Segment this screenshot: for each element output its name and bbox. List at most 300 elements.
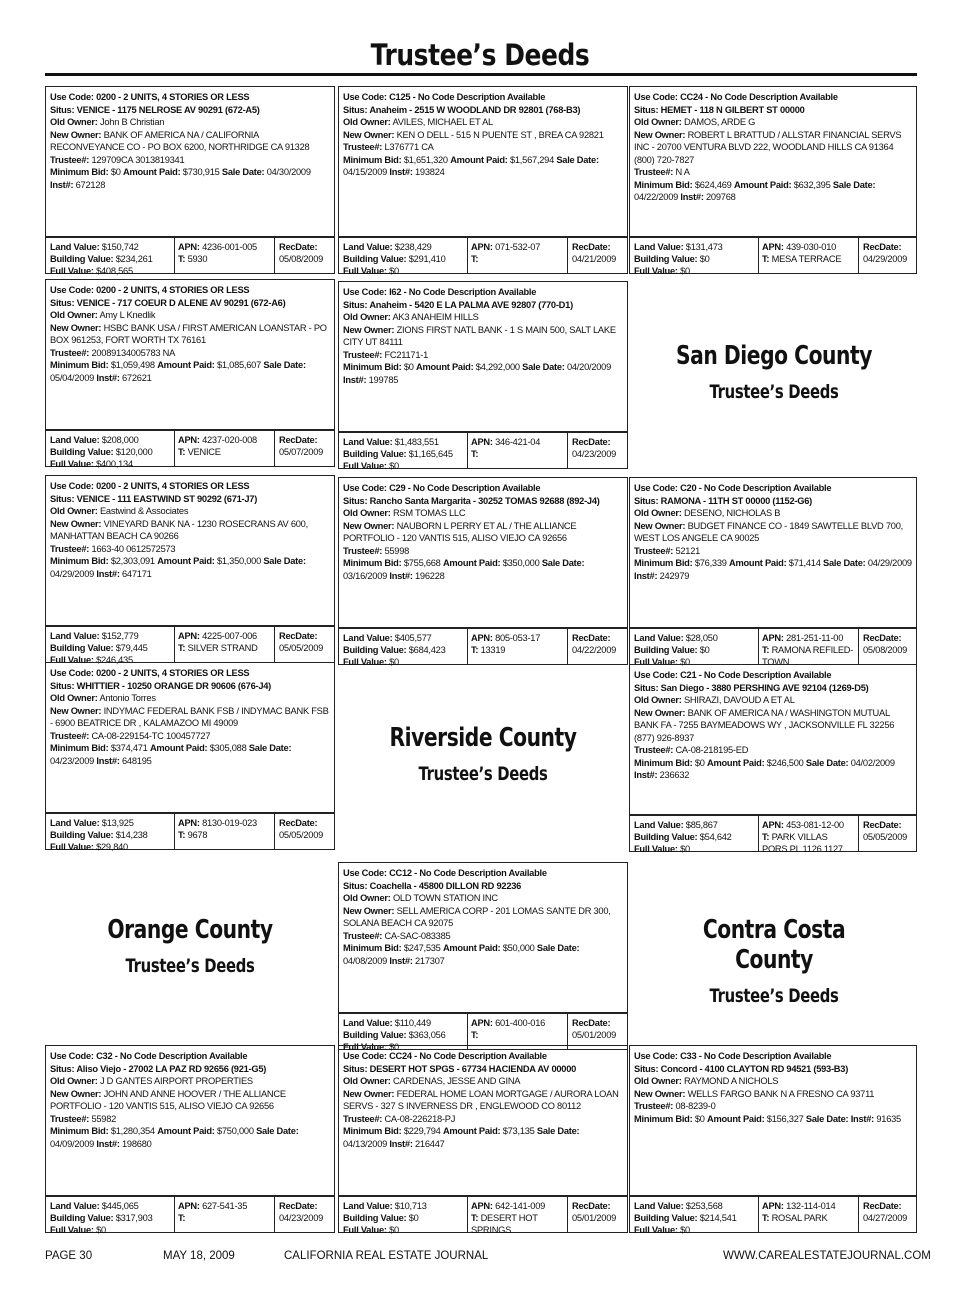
land-value bbox=[343, 241, 464, 253]
field-value: $10,713 bbox=[394, 1201, 427, 1211]
apn-cell bbox=[175, 431, 275, 466]
footer-date: MAY 18, 2009 bbox=[163, 1250, 235, 1262]
rec-date-cell bbox=[568, 1197, 627, 1232]
field-label: New Owner: bbox=[50, 322, 102, 333]
building-value bbox=[343, 1212, 464, 1224]
rec-date: 05/05/2009 bbox=[279, 830, 324, 840]
field-value: $750,000 bbox=[216, 1126, 254, 1136]
use-code bbox=[343, 1051, 547, 1061]
deed-record bbox=[338, 477, 628, 628]
field-label: Sale Date: bbox=[536, 1126, 580, 1136]
field-value: 0200 - 2 UNITS, 4 STORIES OR LESS bbox=[96, 481, 250, 491]
situs bbox=[343, 496, 600, 506]
field-value: $2,303,091 bbox=[110, 556, 155, 566]
field-label: APN: bbox=[471, 633, 493, 643]
deed-record bbox=[338, 1045, 628, 1196]
field-label: Land Value: bbox=[343, 437, 393, 447]
rec-date: 05/07/2009 bbox=[279, 447, 324, 457]
field-value: WHITTIER - 10250 ORANGE DR 90606 (676-J4) bbox=[76, 680, 272, 691]
field-value: ROBERT L BRATTUD / ALLSTAR FINANCIAL SERVS INC - 20700 VENTURA BLVD 222, WOODLAND HILLS CA 91364 (800) 720-7827 bbox=[634, 129, 902, 165]
apn-cell bbox=[759, 238, 859, 273]
apn bbox=[471, 632, 564, 644]
rec-date-label: RecDate: bbox=[572, 633, 611, 643]
field-value: 4237-020-008 bbox=[202, 435, 257, 445]
field-value: $229,794 bbox=[403, 1126, 441, 1136]
field-label: Building Value: bbox=[343, 449, 407, 459]
field-value: BANK OF AMERICA NA / CALIFORNIA RECONVEYANCE CO - PO BOX 6200, NORTHRIDGE CA 91328 bbox=[50, 129, 310, 152]
field-label: Building Value: bbox=[634, 832, 698, 842]
situs bbox=[634, 496, 812, 506]
field-label: Use Code: bbox=[50, 285, 94, 295]
field-label: APN: bbox=[471, 1018, 493, 1028]
field-label: APN: bbox=[762, 633, 784, 643]
situs bbox=[50, 681, 271, 691]
rec-date: 04/27/2009 bbox=[863, 1213, 908, 1223]
values-cell bbox=[339, 238, 468, 276]
field-value: $73,135 bbox=[502, 1126, 535, 1136]
field-label: Situs: bbox=[634, 1063, 659, 1074]
field-value: 04/02/2009 bbox=[850, 757, 895, 768]
field-value: $0 bbox=[408, 1213, 419, 1223]
old-owner-line bbox=[343, 892, 624, 905]
values-box bbox=[338, 1196, 628, 1233]
field-label: Minimum Bid: bbox=[343, 362, 402, 372]
field-value: C29 - No Code Description Available bbox=[389, 483, 541, 493]
field-value: $247,535 bbox=[403, 943, 441, 953]
field-value: 5930 bbox=[187, 254, 208, 264]
field-value: INDYMAC FEDERAL BANK FSB / INDYMAC BANK FSB - 6900 BEATRICE DR , KALAMAZOO MI 49009 bbox=[50, 705, 329, 728]
field-label: Minimum Bid: bbox=[343, 1126, 402, 1136]
use-code-line bbox=[50, 667, 331, 680]
situs-line bbox=[343, 299, 624, 312]
field-value: C21 - No Code Description Available bbox=[680, 670, 832, 680]
new-owner-line bbox=[634, 707, 913, 745]
field-label: Amount Paid: bbox=[450, 154, 508, 165]
rec-date-label: RecDate: bbox=[863, 633, 902, 643]
field-label: T: bbox=[178, 643, 186, 653]
field-value: CA-08-226218-PJ bbox=[384, 1113, 456, 1124]
field-value: $0 bbox=[389, 461, 399, 471]
field-value: $54,642 bbox=[699, 832, 732, 842]
field-value: 55982 bbox=[91, 1113, 117, 1124]
rec-date: 04/23/2009 bbox=[279, 1213, 324, 1223]
field-value: DAMOS, ARDE G bbox=[683, 117, 756, 127]
full-value bbox=[343, 460, 464, 472]
field-value: 13319 bbox=[480, 645, 506, 655]
rec-date: 05/05/2009 bbox=[279, 643, 324, 653]
field-value: $253,568 bbox=[685, 1201, 723, 1211]
use-code-line bbox=[634, 1050, 913, 1063]
field-value: $1,059,498 bbox=[110, 360, 155, 370]
field-label: Sale Date: bbox=[805, 757, 849, 768]
field-label: APN: bbox=[471, 242, 493, 252]
old-owner-line bbox=[634, 694, 913, 707]
values-box bbox=[629, 815, 917, 852]
field-value: $363,056 bbox=[408, 1030, 446, 1040]
field-value: 0200 - 2 UNITS, 4 STORIES OR LESS bbox=[96, 668, 250, 678]
county-name: Contra Costa County bbox=[702, 914, 846, 975]
field-label: Full Value: bbox=[343, 266, 387, 276]
field-label: Full Value: bbox=[50, 842, 94, 852]
field-value: $1,280,354 bbox=[110, 1126, 155, 1136]
field-value: $0 bbox=[680, 844, 690, 854]
situs-line bbox=[50, 493, 331, 506]
field-label: Minimum Bid: bbox=[634, 179, 693, 190]
new-owner-line bbox=[50, 322, 331, 347]
situs bbox=[50, 1064, 266, 1074]
apn bbox=[471, 241, 564, 253]
field-value: John B Christian bbox=[99, 117, 165, 127]
field-value: $317,903 bbox=[115, 1213, 153, 1223]
field-value: Anaheim - 5420 E LA PALMA AVE 92807 (770-D1) bbox=[369, 299, 573, 310]
old-owner-line bbox=[343, 311, 624, 324]
field-label: Situs: bbox=[343, 1063, 368, 1074]
field-label: T: bbox=[471, 1213, 479, 1223]
full-value bbox=[343, 656, 464, 668]
bid-line bbox=[50, 555, 331, 580]
field-value: Rancho Santa Margarita - 30252 TOMAS 92688 (892-J4) bbox=[369, 495, 600, 506]
situs-line bbox=[343, 880, 624, 893]
situs bbox=[634, 1064, 848, 1074]
field-value: $85,867 bbox=[685, 820, 718, 830]
field-value: DESERT HOT SPRINGS bbox=[471, 1213, 538, 1235]
county-subtitle: Trustee’s Deeds bbox=[418, 763, 548, 785]
field-value: $1,165,645 bbox=[408, 449, 453, 459]
field-label: Amount Paid: bbox=[442, 558, 501, 568]
field-label: Trustee#: bbox=[343, 545, 383, 556]
field-label: Use Code: bbox=[343, 92, 387, 102]
field-label: T: bbox=[471, 254, 479, 264]
field-value: OLD TOWN STATION INC bbox=[392, 893, 498, 903]
field-label: Sale Date: bbox=[823, 558, 866, 568]
use-code bbox=[343, 868, 547, 878]
field-label: Inst#: bbox=[389, 1138, 413, 1149]
field-value: 627-541-35 bbox=[202, 1201, 248, 1211]
use-code bbox=[50, 1051, 247, 1061]
field-label: Minimum Bid: bbox=[343, 558, 402, 568]
apn bbox=[178, 817, 271, 829]
values-box bbox=[338, 628, 628, 665]
rec-date-label: RecDate: bbox=[279, 242, 318, 252]
bid-line bbox=[343, 1125, 624, 1150]
deed-record bbox=[338, 862, 628, 1013]
field-value: 04/09/2009 bbox=[50, 1138, 95, 1149]
apn-cell bbox=[468, 1197, 568, 1235]
values-box bbox=[629, 1196, 917, 1233]
use-code bbox=[343, 92, 545, 102]
field-value: CA-08-218195-ED bbox=[675, 745, 749, 755]
field-label: Situs: bbox=[343, 495, 368, 506]
field-label: Situs: bbox=[50, 104, 75, 115]
rec-date-label: RecDate: bbox=[863, 820, 902, 830]
field-value: $156,327 bbox=[766, 1113, 804, 1124]
field-label: Land Value: bbox=[50, 631, 100, 641]
footer-url: WWW.CAREALESTATEJOURNAL.COM bbox=[723, 1250, 931, 1262]
apn bbox=[178, 1200, 271, 1212]
field-value: $246,435 bbox=[96, 655, 133, 665]
field-label: Inst#: bbox=[634, 770, 658, 780]
field-label: Trustee#: bbox=[634, 745, 674, 755]
trustee-line bbox=[634, 545, 913, 558]
field-value: 196228 bbox=[415, 570, 445, 581]
trustee-line bbox=[343, 930, 624, 943]
apn bbox=[471, 1200, 564, 1212]
field-label: Use Code: bbox=[50, 481, 94, 491]
field-label: Building Value: bbox=[634, 1213, 698, 1223]
field-value: 91635 bbox=[876, 1113, 901, 1124]
field-value: $632,395 bbox=[793, 179, 831, 190]
field-label: Building Value: bbox=[343, 1030, 407, 1040]
use-code-line bbox=[50, 1050, 331, 1063]
values-box bbox=[45, 430, 335, 467]
rec-date: 05/08/2009 bbox=[279, 254, 324, 264]
use-code-line bbox=[343, 867, 624, 880]
title-rule bbox=[45, 73, 917, 76]
field-label: Situs: bbox=[343, 104, 368, 115]
field-value: $1,085,607 bbox=[216, 360, 261, 370]
field-value: $0 bbox=[680, 657, 690, 667]
field-label: Land Value: bbox=[634, 820, 684, 830]
land-value bbox=[343, 632, 464, 644]
situs-line bbox=[634, 1063, 913, 1076]
apn bbox=[471, 436, 564, 448]
field-value: 0200 - 2 UNITS, 4 STORIES OR LESS bbox=[96, 285, 250, 295]
building-value bbox=[343, 644, 464, 656]
field-value: $0 bbox=[389, 657, 399, 667]
field-value: $0 bbox=[389, 1042, 399, 1052]
use-code-line bbox=[50, 480, 331, 493]
use-code bbox=[634, 92, 838, 102]
deed-record bbox=[45, 1045, 335, 1196]
values-box bbox=[45, 237, 335, 274]
field-label: Inst#: bbox=[389, 570, 413, 581]
field-value: 129709CA 3013819341 bbox=[91, 154, 185, 165]
field-label: Old Owner: bbox=[343, 117, 391, 127]
field-value: SHIRAZI, DAVOUD A ET AL bbox=[683, 695, 795, 705]
old-owner-line bbox=[634, 1075, 913, 1088]
field-value: 439-030-010 bbox=[786, 242, 837, 252]
full-value bbox=[634, 843, 755, 855]
situs-line bbox=[343, 1063, 624, 1076]
field-label: Minimum Bid: bbox=[50, 556, 109, 566]
values-cell bbox=[339, 1197, 468, 1235]
field-label: New Owner: bbox=[634, 1088, 686, 1099]
field-value: $14,238 bbox=[115, 830, 148, 840]
use-code-line bbox=[343, 91, 624, 104]
field-label: T: bbox=[178, 1213, 186, 1223]
values-cell bbox=[630, 238, 759, 276]
values-box bbox=[629, 237, 917, 274]
full-value bbox=[50, 458, 171, 470]
field-label: T: bbox=[762, 1213, 770, 1223]
building-value bbox=[50, 446, 171, 458]
trustee-line bbox=[50, 730, 331, 743]
field-label: New Owner: bbox=[634, 129, 686, 140]
field-label: Situs: bbox=[50, 493, 75, 504]
values-cell bbox=[46, 431, 175, 469]
field-value: C20 - No Code Description Available bbox=[680, 483, 832, 493]
land-value bbox=[343, 1017, 464, 1029]
old-owner-line bbox=[50, 309, 331, 322]
field-label: Full Value: bbox=[50, 1225, 94, 1235]
field-label: Sale Date: bbox=[556, 154, 599, 165]
rec-date: 04/21/2009 bbox=[572, 254, 617, 264]
field-label: Old Owner: bbox=[50, 310, 98, 320]
rec-date-label: RecDate: bbox=[572, 1018, 611, 1028]
field-label: Inst#: bbox=[850, 1113, 875, 1124]
county-name: San Diego County bbox=[676, 340, 872, 371]
rec-date-cell bbox=[568, 238, 627, 273]
new-owner-line bbox=[343, 520, 624, 545]
field-label: Trustee#: bbox=[50, 543, 90, 554]
field-value: $0 bbox=[699, 645, 710, 655]
use-code bbox=[634, 1051, 831, 1061]
trustee-line bbox=[50, 543, 331, 556]
field-label: Inst#: bbox=[343, 374, 367, 385]
rec-date-cell bbox=[275, 238, 334, 273]
field-value: $0 bbox=[389, 266, 399, 276]
deed-record bbox=[629, 86, 917, 237]
field-value: $0 bbox=[110, 167, 121, 177]
field-label: Old Owner: bbox=[343, 312, 391, 322]
field-label: Amount Paid: bbox=[729, 558, 787, 568]
field-label: Situs: bbox=[50, 1063, 75, 1074]
field-label: APN: bbox=[178, 631, 200, 641]
field-label: T: bbox=[762, 645, 770, 655]
field-value: Amy L Knedlik bbox=[99, 310, 156, 320]
field-label: Land Value: bbox=[634, 633, 684, 643]
bid-line bbox=[50, 359, 331, 384]
field-label: Minimum Bid: bbox=[50, 360, 109, 370]
field-label: Amount Paid: bbox=[149, 743, 208, 753]
field-label: Sale Date: bbox=[221, 167, 265, 177]
field-value: FEDERAL HOME LOAN MORTGAGE / AURORA LOAN SERVS - 327 S INVERNESS DR , ENGLEWOOD CO 80112 bbox=[343, 1088, 619, 1111]
county-heading bbox=[629, 915, 919, 1007]
tract bbox=[178, 1212, 271, 1224]
apn bbox=[178, 241, 271, 253]
rec-date-cell bbox=[568, 1014, 627, 1049]
field-label: Use Code: bbox=[634, 92, 678, 102]
field-label: Situs: bbox=[634, 682, 659, 693]
field-value: 03/16/2009 bbox=[343, 570, 388, 581]
land-value bbox=[343, 436, 464, 448]
field-label: Trustee#: bbox=[343, 1113, 383, 1124]
field-value: 648195 bbox=[122, 755, 152, 766]
building-value bbox=[343, 448, 464, 460]
field-label: Amount Paid: bbox=[157, 360, 215, 370]
field-label: Land Value: bbox=[343, 1018, 393, 1028]
field-value: AK3 ANAHEIM HILLS bbox=[392, 312, 479, 322]
county-heading bbox=[629, 341, 919, 403]
tract bbox=[762, 253, 855, 265]
old-owner-line bbox=[343, 1075, 624, 1088]
old-owner-line bbox=[343, 507, 624, 520]
land-value bbox=[634, 819, 755, 831]
field-value: $246,500 bbox=[766, 757, 804, 768]
field-value: 236632 bbox=[659, 770, 690, 780]
field-value: C125 - No Code Description Available bbox=[389, 92, 546, 102]
field-value: 242979 bbox=[659, 570, 690, 581]
field-value: $445,065 bbox=[101, 1201, 139, 1211]
field-value: DESERT HOT SPGS - 67734 HACIENDA AV 00000 bbox=[369, 1063, 577, 1074]
situs bbox=[634, 683, 869, 693]
field-label: Full Value: bbox=[343, 461, 387, 471]
field-value: $374,471 bbox=[110, 743, 148, 753]
field-label: Old Owner: bbox=[634, 1076, 682, 1086]
land-value bbox=[50, 817, 171, 829]
county-name: Orange County bbox=[107, 914, 273, 945]
field-value: Antonio Torres bbox=[99, 693, 156, 703]
field-value: $408,565 bbox=[96, 266, 133, 276]
field-label: Inst#: bbox=[96, 568, 120, 579]
field-label: Use Code: bbox=[343, 483, 387, 493]
field-label: APN: bbox=[178, 818, 200, 828]
field-value: RAYMOND A NICHOLS bbox=[683, 1076, 779, 1086]
field-label: Trustee#: bbox=[343, 349, 383, 360]
field-label: Sale Date: bbox=[248, 743, 292, 753]
field-value: L376771 CA bbox=[384, 142, 434, 152]
rec-date-label: RecDate: bbox=[279, 435, 318, 445]
field-value: 1663-40 0612572573 bbox=[91, 543, 176, 554]
use-code-line bbox=[343, 482, 624, 495]
field-label: Amount Paid: bbox=[733, 179, 792, 190]
field-value: $50,000 bbox=[502, 943, 535, 953]
field-label: Trustee#: bbox=[50, 347, 90, 358]
field-value: $79,445 bbox=[115, 643, 148, 653]
field-label: Situs: bbox=[343, 880, 368, 891]
page-title: Trustee’s Deeds bbox=[370, 38, 590, 72]
field-value: 672128 bbox=[75, 179, 106, 190]
rec-date-label: RecDate: bbox=[279, 631, 318, 641]
field-label: Amount Paid: bbox=[157, 556, 215, 566]
field-value: 453-081-12-00 bbox=[786, 820, 844, 830]
field-value: $0 bbox=[694, 757, 705, 768]
field-label: Land Value: bbox=[50, 818, 100, 828]
deed-record bbox=[45, 662, 335, 813]
rec-date-label: RecDate: bbox=[572, 1201, 611, 1211]
field-value: RAMONA REFILED-TOWN bbox=[762, 645, 854, 667]
bid-line bbox=[634, 1113, 913, 1126]
field-label: Building Value: bbox=[343, 254, 407, 264]
field-label: Sale Date: bbox=[263, 556, 306, 566]
field-label: Full Value: bbox=[634, 844, 678, 854]
field-label: Trustee#: bbox=[343, 142, 383, 152]
field-value: $405,577 bbox=[394, 633, 432, 643]
field-label: Minimum Bid: bbox=[634, 757, 693, 768]
values-box bbox=[338, 432, 628, 469]
rec-date-label: RecDate: bbox=[572, 437, 611, 447]
new-owner-line bbox=[343, 1088, 624, 1113]
building-value bbox=[634, 1212, 755, 1224]
situs bbox=[343, 881, 521, 891]
county-subtitle: Trustee’s Deeds bbox=[709, 984, 839, 1007]
field-value: VINEYARD BANK NA - 1230 ROSECRANS AV 600, MANHATTAN BEACH CA 90266 bbox=[50, 518, 308, 541]
field-value: N A bbox=[675, 167, 690, 177]
trustee-line bbox=[50, 1113, 331, 1126]
field-label: Situs: bbox=[634, 104, 659, 115]
field-value: $684,423 bbox=[408, 645, 446, 655]
new-owner-line bbox=[634, 129, 913, 167]
field-label: Full Value: bbox=[50, 459, 94, 469]
bid-line bbox=[50, 1125, 331, 1150]
field-value: 642-141-009 bbox=[495, 1201, 546, 1211]
field-value: $110,449 bbox=[394, 1018, 431, 1028]
field-label: Minimum Bid: bbox=[634, 558, 693, 568]
field-label: Old Owner: bbox=[343, 508, 391, 518]
field-value: RAMONA - 11TH ST 00000 (1152-G6) bbox=[660, 495, 812, 506]
field-value: $624,469 bbox=[694, 179, 732, 190]
field-value: $71,414 bbox=[788, 558, 821, 568]
